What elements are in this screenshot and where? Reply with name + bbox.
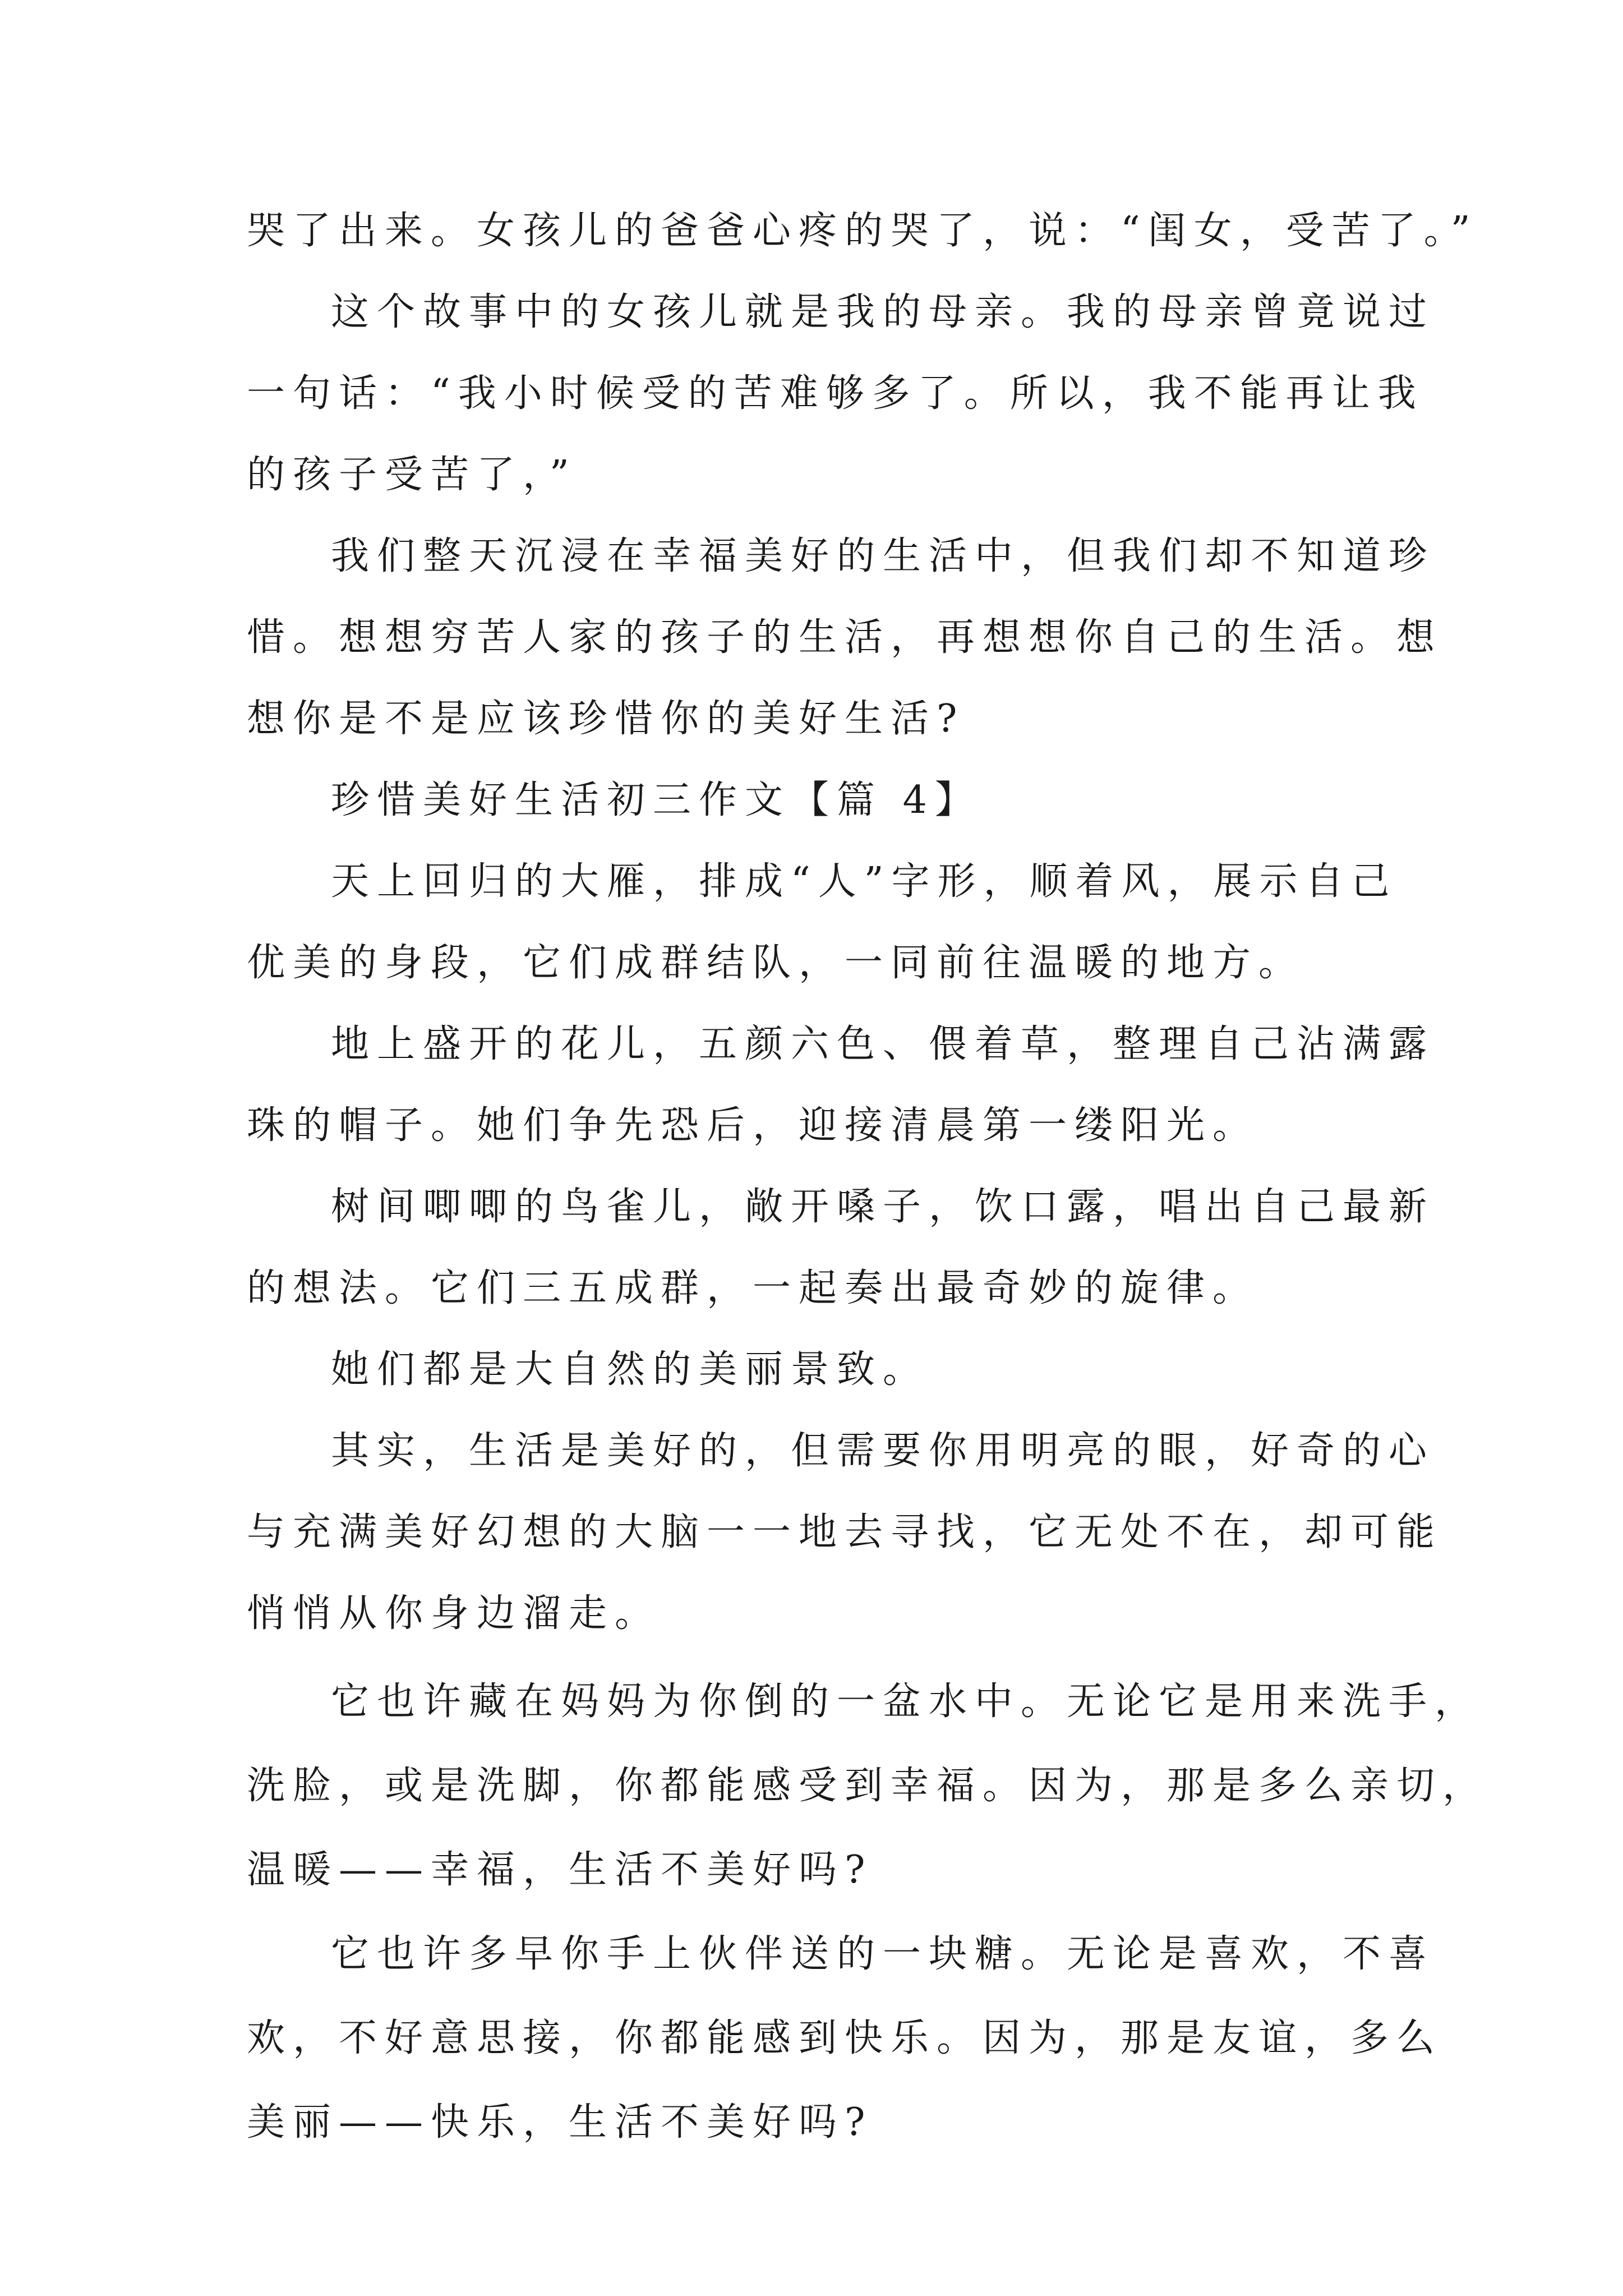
text-line: 与充满美好幻想的大脑一一地去寻找，它无处不在，却可能 [247, 1510, 1443, 1554]
text-line: 悄悄从你身边溜走。 [247, 1591, 661, 1636]
text-line: 洗脸，或是洗脚，你都能感受到幸福。因为，那是多么亲切， [247, 1764, 1489, 1808]
text-line: 美丽——快乐，生活不美好吗? [247, 2100, 873, 2145]
text-line: 的孩子受苦了，” [247, 453, 577, 497]
paragraph-start: 它也许藏在妈妈为你倒的一盆水中。无论它是用来洗手， [331, 1680, 1481, 1724]
text-line: 欢，不好意思接，你都能感到快乐。因为，那是友谊，多么 [247, 2016, 1443, 2060]
text-line: 哭了出来。女孩儿的爸爸心疼的哭了，说：“闺女，受苦了。” [247, 209, 1478, 253]
paragraph-start: 它也许多早你手上伙伴送的一块糖。无论是喜欢，不喜 [331, 1932, 1435, 1976]
text-line: 的想法。它们三五成群，一起奏出最奇妙的旋律。 [247, 1266, 1259, 1310]
text-line: 想你是不是应该珍惜你的美好生活? [247, 697, 965, 741]
paragraph-start: 地上盛开的花儿，五颜六色、偎着草，整理自己沾满露 [331, 1022, 1435, 1066]
text-line: 珠的帽子。她们争先恐后，迎接清晨第一缕阳光。 [247, 1103, 1259, 1148]
section-heading: 珍惜美好生活初三作文【篇 4】 [331, 778, 981, 822]
text-line: 温暖——幸福，生活不美好吗? [247, 1848, 873, 1892]
text-line: 惜。想想穷苦人家的孩子的生活，再想想你自己的生活。想 [247, 615, 1443, 660]
paragraph-start: 我们整天沉浸在幸福美好的生活中，但我们却不知道珍 [331, 534, 1435, 578]
paragraph-start: 其实，生活是美好的，但需要你用明亮的眼，好奇的心 [331, 1429, 1435, 1473]
paragraph-start: 这个故事中的女孩儿就是我的母亲。我的母亲曾竟说过 [331, 290, 1435, 334]
paragraph-start: 天上回归的大雁，排成“人”字形，顺着风，展示自己 [331, 859, 1398, 904]
text-line: 一句话：“我小时候受的苦难够多了。所以，我不能再让我 [247, 371, 1424, 416]
text-line: 优美的身段，它们成群结队，一同前往温暖的地方。 [247, 941, 1305, 985]
paragraph-start: 树间唧唧的鸟雀儿，敞开嗓子，饮口露，唱出自己最新 [331, 1185, 1435, 1229]
paragraph-start: 她们都是大自然的美丽景致。 [331, 1347, 929, 1392]
